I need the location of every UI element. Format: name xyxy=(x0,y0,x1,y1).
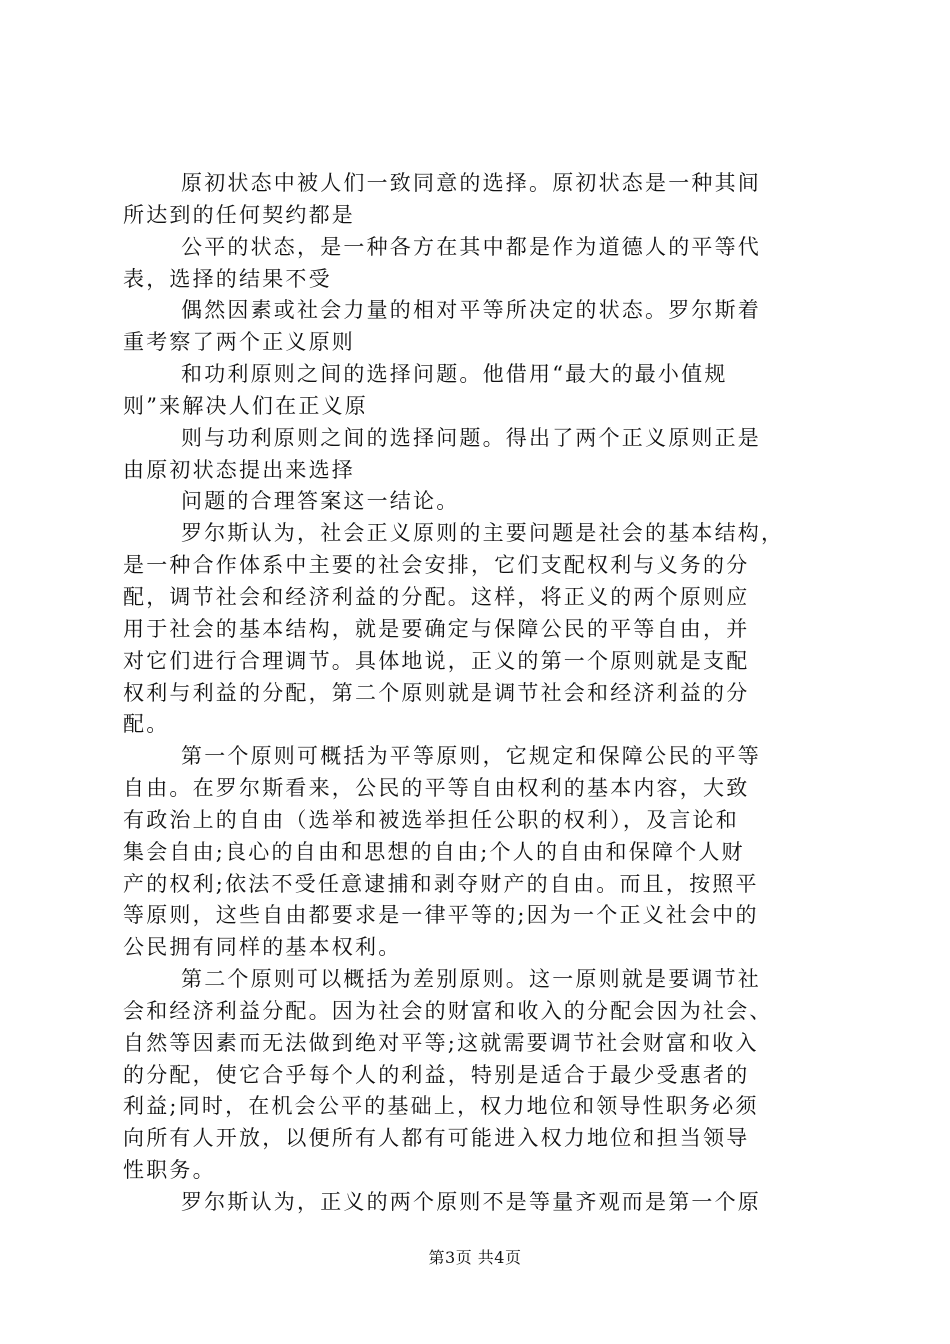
text-line: 会和经济利益分配。因为社会的财富和收入的分配会因为社会、 xyxy=(123,998,773,1023)
text-line: 则”来解决人们在正义原 xyxy=(123,393,368,418)
text-line: 问题的合理答案这一结论。 xyxy=(181,489,460,514)
text-line: 由原初状态提出来选择 xyxy=(123,457,355,482)
text-line: 自然等因素而无法做到绝对平等;这就需要调节社会财富和收入 xyxy=(123,1030,759,1055)
text-line: 有政治上的自由（选举和被选举担任公职的权利），及言论和 xyxy=(123,807,739,832)
text-line: 罗尔斯认为，正义的两个原则不是等量齐观而是第一个原 xyxy=(181,1190,761,1214)
text-line: 等原则，这些自由都要求是一律平等的;因为一个正义社会中的 xyxy=(123,903,759,928)
text-line: 性职务。 xyxy=(123,1158,216,1183)
text-line: 用于社会的基本结构，就是要确定与保障公民的平等自由，并 xyxy=(123,616,750,641)
text-line: 权利与利益的分配，第二个原则就是调节社会和经济利益的分 xyxy=(123,680,750,705)
page-footer: 第3页 共4页 xyxy=(428,1248,522,1267)
text-line: 和功利原则之间的选择问题。他借用“最大的最小值规 xyxy=(181,362,728,387)
text-line: 配，调节社会和经济利益的分配。这样，将正义的两个原则应 xyxy=(123,584,750,609)
text-line: 对它们进行合理调节。具体地说，正义的第一个原则就是支配 xyxy=(123,648,750,673)
text-line: 原初状态中被人们一致同意的选择。原初状态是一种其间 xyxy=(181,171,761,195)
text-line: 自由。在罗尔斯看来，公民的平等自由权利的基本内容，大致 xyxy=(123,776,750,801)
text-line: 第一个原则可概括为平等原则，它规定和保障公民的平等 xyxy=(181,744,761,769)
text-line: 向所有人开放，以便所有人都有可能进入权力地位和担当领导 xyxy=(123,1126,750,1151)
text-line: 集会自由;良心的自由和思想的自由;个人的自由和保障个人财 xyxy=(123,839,745,864)
text-line: 公民拥有同样的基本权利。 xyxy=(123,935,402,960)
text-line: 公平的状态，是一种各方在其中都是作为道德人的平等代 xyxy=(181,234,761,259)
text-line: 配。 xyxy=(123,712,170,737)
text-line: 利益;同时，在机会公平的基础上，权力地位和领导性职务必须 xyxy=(123,1094,759,1119)
text-line: 第二个原则可以概括为差别原则。这一原则就是要调节社 xyxy=(181,967,761,992)
text-line: 的分配，使它合乎每个人的利益，特别是适合于最少受惠者的 xyxy=(123,1062,750,1087)
text-line: 罗尔斯认为，社会正义原则的主要问题是社会的基本结构， xyxy=(181,521,785,546)
text-line: 则与功利原则之间的选择问题。得出了两个正义原则正是 xyxy=(181,425,761,450)
text-line: 所达到的任何契约都是 xyxy=(123,202,355,227)
text-line: 产的权利;依法不受任意逮捕和剥夺财产的自由。而且，按照平 xyxy=(123,871,759,896)
text-line: 偶然因素或社会力量的相对平等所决定的状态。罗尔斯着 xyxy=(181,298,761,323)
text-line: 重考察了两个正义原则 xyxy=(123,330,355,355)
body-text xyxy=(123,168,833,1219)
text-line: 表，选择的结果不受 xyxy=(123,266,332,291)
text-line: 是一种合作体系中主要的社会安排，它们支配权利与义务的分 xyxy=(123,553,750,578)
